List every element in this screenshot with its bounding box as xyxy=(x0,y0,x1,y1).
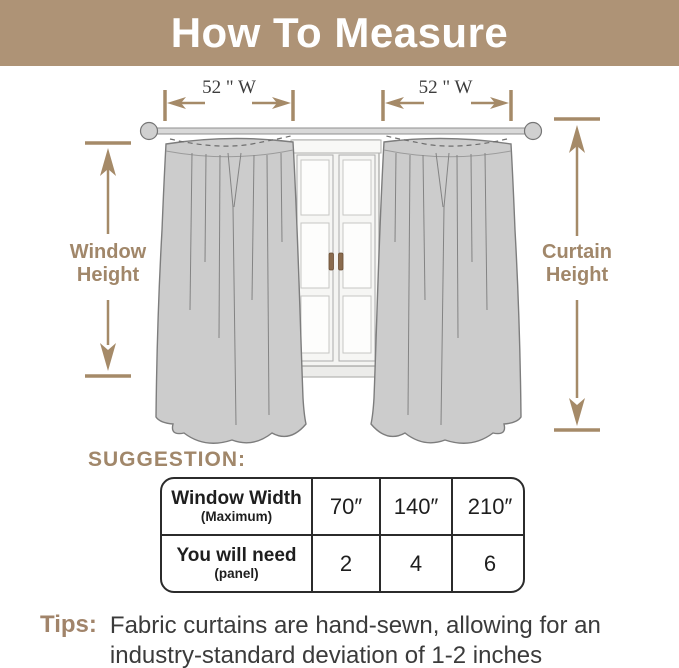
curtain-height-label: Curtain Height xyxy=(542,241,612,286)
row-label: Window Width xyxy=(171,488,302,509)
row-header-window-width xyxy=(162,479,312,535)
row-sublabel: (Maximum) xyxy=(200,509,273,524)
width-value-2: 140″ xyxy=(380,479,452,535)
curtain-panel-left xyxy=(156,136,306,443)
panel-count-2: 4 xyxy=(380,535,452,591)
row-header-panels-needed xyxy=(162,535,312,591)
rod-finial-left xyxy=(141,123,158,140)
panel-count-3: 6 xyxy=(452,535,525,591)
window-lintel xyxy=(291,140,381,153)
table-row-window-width xyxy=(162,479,525,535)
curtain-rod xyxy=(141,123,542,140)
tips-text xyxy=(110,611,601,668)
table-row-panels-needed xyxy=(162,535,525,591)
window-door-left xyxy=(297,155,333,361)
row-label: You will need xyxy=(176,545,297,566)
panel-suggestion-table xyxy=(160,477,525,593)
panel-width-label-right: 52 " W xyxy=(418,77,473,98)
tips-label: Tips: xyxy=(40,611,97,638)
rod-finial-right xyxy=(525,123,542,140)
panel-count-1: 2 xyxy=(312,535,380,591)
window-door-right xyxy=(339,155,375,361)
curtain-panel-right xyxy=(371,136,521,443)
panel-width-label-left: 52 " W xyxy=(202,77,256,98)
tips-line-2: industry-standard deviation of 1-2 inches xyxy=(109,642,543,668)
window-height-label: Window Height xyxy=(69,241,147,286)
width-value-3: 210″ xyxy=(452,479,525,535)
page-title: How To Measure xyxy=(170,9,509,56)
tips-section xyxy=(40,611,601,668)
suggestion-heading: SUGGESTION: xyxy=(88,448,247,471)
width-value-1: 70″ xyxy=(312,479,380,535)
row-sublabel: (panel) xyxy=(214,566,259,581)
tips-line-1: Fabric curtains are hand-sewn, allowing for an xyxy=(109,612,601,639)
